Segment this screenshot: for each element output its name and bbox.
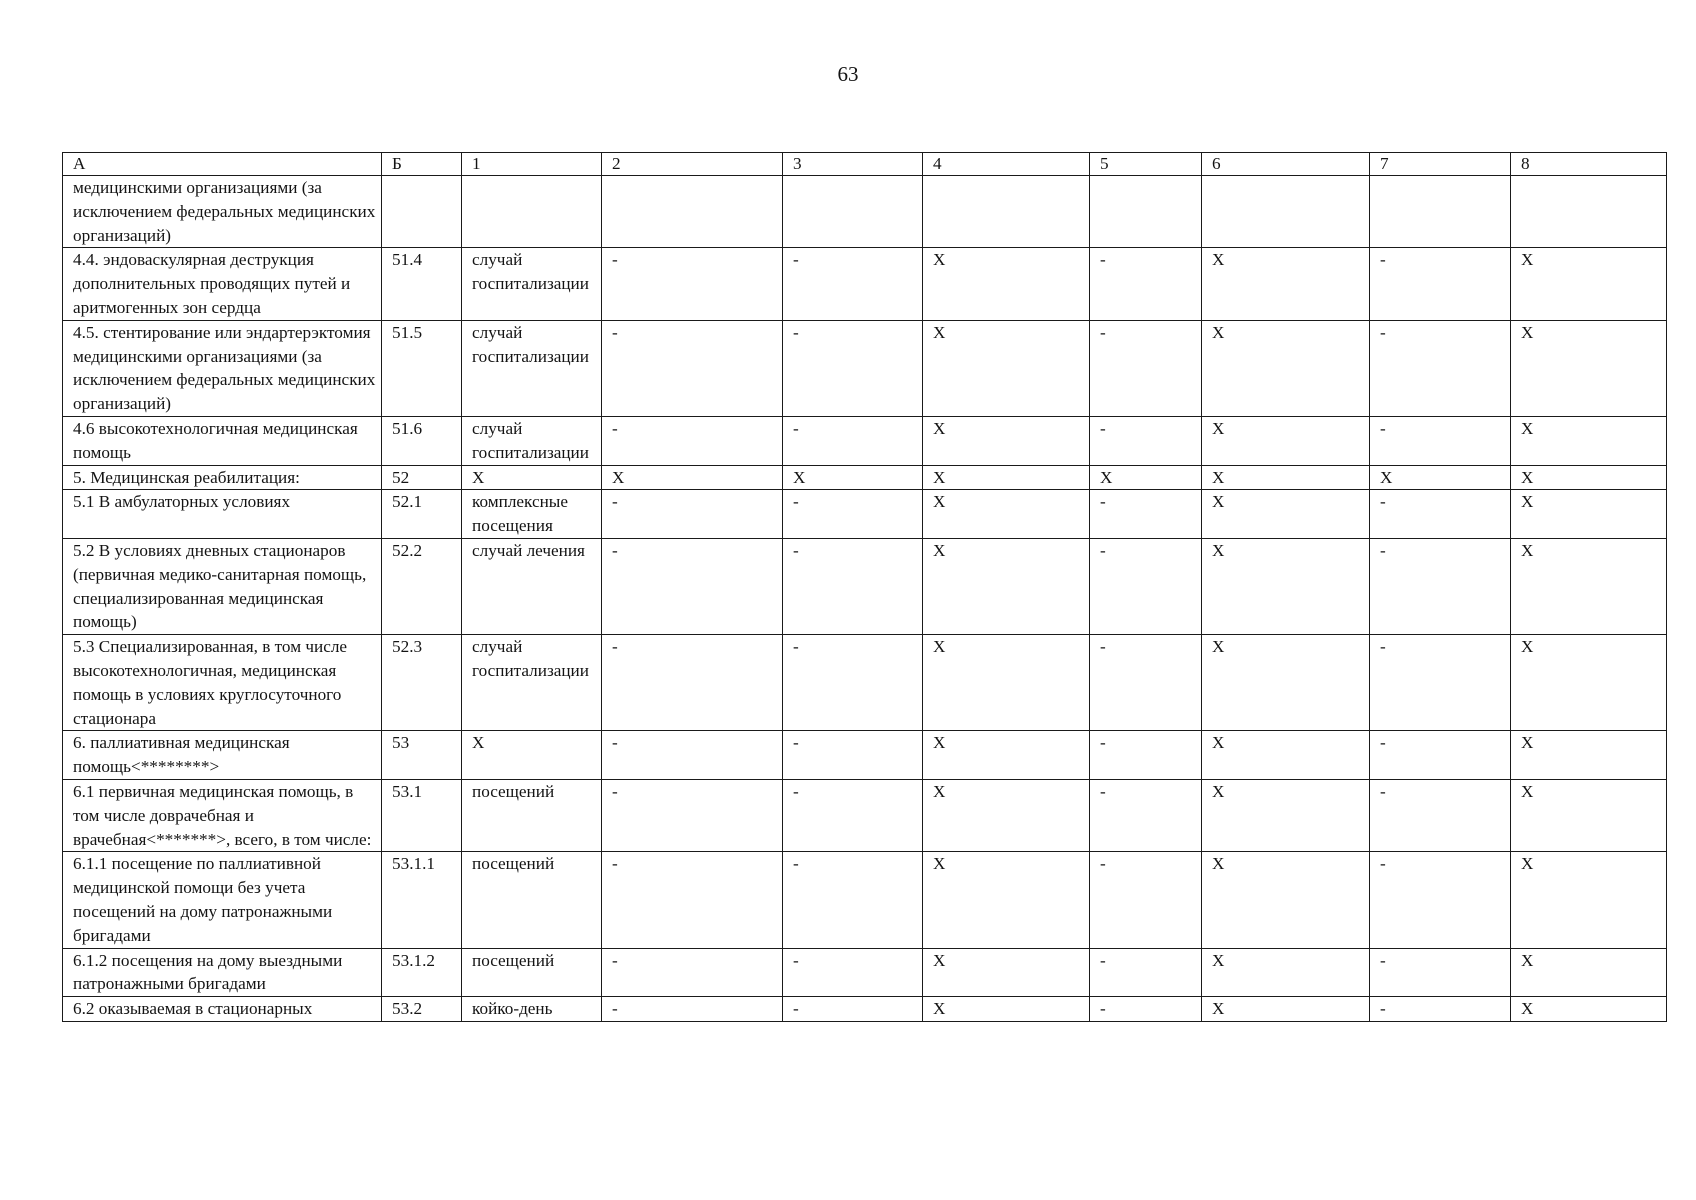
row-value-cell: -: [783, 635, 923, 731]
header-cell: 1: [462, 153, 602, 176]
row-value-cell: X: [923, 731, 1090, 780]
table-row: [63, 852, 1667, 948]
row-value-cell: X: [1090, 465, 1202, 490]
row-unit-cell: комплексные посещения: [462, 490, 602, 539]
row-unit-cell: посещений: [462, 852, 602, 948]
row-value-cell: X: [1202, 948, 1370, 997]
row-value-cell: X: [1202, 416, 1370, 465]
table-row: [63, 997, 1667, 1022]
table-row: [63, 465, 1667, 490]
row-value-cell: -: [1090, 320, 1202, 416]
row-value-cell: X: [923, 635, 1090, 731]
table-row: [63, 538, 1667, 634]
header-cell: 4: [923, 153, 1090, 176]
row-code-cell: 53: [382, 731, 462, 780]
row-name-cell: медицинскими организациями (за исключением федеральных медицинских организаций): [63, 176, 382, 248]
row-value-cell: -: [1090, 635, 1202, 731]
row-code-cell: 51.6: [382, 416, 462, 465]
row-value-cell: X: [1202, 465, 1370, 490]
row-name-cell: 4.6 высокотехнологичная медицинская помощь: [63, 416, 382, 465]
row-value-cell: X: [1202, 731, 1370, 780]
row-value-cell: X: [1511, 538, 1667, 634]
row-value-cell: X: [923, 779, 1090, 851]
header-cell: 8: [1511, 153, 1667, 176]
row-value-cell: -: [1090, 948, 1202, 997]
row-name-cell: 6.1.1 посещение по паллиативной медицинской помощи без учета посещений на дому патронажными бригадами: [63, 852, 382, 948]
row-code-cell: 51.5: [382, 320, 462, 416]
row-value-cell: X: [923, 490, 1090, 539]
row-code-cell: 52.1: [382, 490, 462, 539]
row-value-cell: -: [1370, 731, 1511, 780]
row-value-cell: X: [1511, 948, 1667, 997]
row-value-cell: -: [783, 320, 923, 416]
row-name-cell: 5.3 Специализированная, в том числе высокотехнологичная, медицинская помощь в условиях круглосуточного стационара: [63, 635, 382, 731]
row-value-cell: X: [1511, 248, 1667, 320]
row-value-cell: X: [923, 997, 1090, 1022]
row-name-cell: 4.4. эндоваскулярная деструкция дополнительных проводящих путей и аритмогенных зон сердца: [63, 248, 382, 320]
header-cell: 5: [1090, 153, 1202, 176]
header-cell: 6: [1202, 153, 1370, 176]
table-row: [63, 248, 1667, 320]
header-cell: 7: [1370, 153, 1511, 176]
row-value-cell: -: [783, 997, 923, 1022]
row-code-cell: 52.3: [382, 635, 462, 731]
row-value-cell: X: [923, 416, 1090, 465]
row-value-cell: -: [1090, 538, 1202, 634]
page-number: 63: [837, 62, 859, 86]
header-cell: Б: [382, 153, 462, 176]
row-code-cell: 53.2: [382, 997, 462, 1022]
row-unit-cell: [462, 176, 602, 248]
row-code-cell: 53.1: [382, 779, 462, 851]
row-value-cell: X: [1202, 538, 1370, 634]
row-value-cell: X: [1202, 248, 1370, 320]
row-value-cell: -: [602, 731, 783, 780]
table-row: [63, 779, 1667, 851]
row-value-cell: [1511, 176, 1667, 248]
row-value-cell: X: [923, 320, 1090, 416]
row-value-cell: -: [1090, 997, 1202, 1022]
row-value-cell: -: [1090, 731, 1202, 780]
row-value-cell: X: [1511, 465, 1667, 490]
row-value-cell: -: [1370, 248, 1511, 320]
row-value-cell: X: [783, 465, 923, 490]
row-value-cell: X: [1202, 852, 1370, 948]
row-name-cell: 5.1 В амбулаторных условиях: [63, 490, 382, 539]
row-value-cell: -: [1370, 852, 1511, 948]
row-value-cell: [602, 176, 783, 248]
row-value-cell: X: [1202, 490, 1370, 539]
row-name-cell: 4.5. стентирование или эндартерэктомия медицинскими организациями (за исключением федеральных медицинских организаций): [63, 320, 382, 416]
row-code-cell: [382, 176, 462, 248]
row-code-cell: 51.4: [382, 248, 462, 320]
table-row: [63, 731, 1667, 780]
row-value-cell: X: [923, 852, 1090, 948]
header-row: [63, 153, 1667, 176]
row-unit-cell: X: [462, 465, 602, 490]
row-name-cell: 6. паллиативная медицинская помощь<********>: [63, 731, 382, 780]
row-value-cell: -: [1370, 490, 1511, 539]
row-value-cell: X: [1370, 465, 1511, 490]
row-unit-cell: койко-день: [462, 997, 602, 1022]
row-unit-cell: случай лечения: [462, 538, 602, 634]
row-value-cell: X: [1511, 490, 1667, 539]
row-value-cell: -: [1370, 538, 1511, 634]
row-value-cell: -: [783, 538, 923, 634]
row-value-cell: X: [1202, 779, 1370, 851]
row-value-cell: [1202, 176, 1370, 248]
row-value-cell: -: [1370, 320, 1511, 416]
row-unit-cell: случай госпитализации: [462, 635, 602, 731]
row-value-cell: -: [783, 852, 923, 948]
table-row: [63, 635, 1667, 731]
row-value-cell: -: [602, 852, 783, 948]
row-value-cell: -: [1090, 779, 1202, 851]
row-value-cell: -: [602, 248, 783, 320]
row-value-cell: -: [602, 538, 783, 634]
row-value-cell: X: [1511, 635, 1667, 731]
row-name-cell: 6.2 оказываемая в стационарных: [63, 997, 382, 1022]
row-code-cell: 52.2: [382, 538, 462, 634]
row-value-cell: X: [923, 538, 1090, 634]
row-value-cell: -: [602, 779, 783, 851]
row-value-cell: -: [602, 416, 783, 465]
row-value-cell: -: [1090, 248, 1202, 320]
row-value-cell: X: [1202, 635, 1370, 731]
row-name-cell: 6.1.2 посещения на дому выездными патронажными бригадами: [63, 948, 382, 997]
row-value-cell: X: [1511, 731, 1667, 780]
row-value-cell: X: [923, 948, 1090, 997]
row-value-cell: -: [602, 490, 783, 539]
row-value-cell: [783, 176, 923, 248]
row-value-cell: [1090, 176, 1202, 248]
row-unit-cell: X: [462, 731, 602, 780]
row-value-cell: -: [783, 779, 923, 851]
header-cell: 2: [602, 153, 783, 176]
row-code-cell: 53.1.1: [382, 852, 462, 948]
row-value-cell: -: [602, 635, 783, 731]
row-unit-cell: посещений: [462, 779, 602, 851]
row-value-cell: -: [1090, 416, 1202, 465]
row-value-cell: [923, 176, 1090, 248]
row-value-cell: -: [1370, 635, 1511, 731]
row-name-cell: 6.1 первичная медицинская помощь, в том числе доврачебная и врачебная<*******>, всего, в том числе:: [63, 779, 382, 851]
row-value-cell: -: [1090, 852, 1202, 948]
data-table: [62, 152, 1667, 1022]
row-name-cell: 5. Медицинская реабилитация:: [63, 465, 382, 490]
table-row: [63, 416, 1667, 465]
row-name-cell: 5.2 В условиях дневных стационаров (первичная медико-санитарная помощь, специализированная медицинская помощь): [63, 538, 382, 634]
header-cell: 3: [783, 153, 923, 176]
row-value-cell: -: [783, 731, 923, 780]
row-value-cell: -: [1370, 948, 1511, 997]
row-value-cell: -: [1370, 997, 1511, 1022]
row-unit-cell: случай госпитализации: [462, 320, 602, 416]
row-unit-cell: посещений: [462, 948, 602, 997]
table-row: [63, 490, 1667, 539]
row-unit-cell: случай госпитализации: [462, 416, 602, 465]
row-value-cell: -: [602, 997, 783, 1022]
row-value-cell: -: [783, 416, 923, 465]
row-value-cell: X: [1202, 320, 1370, 416]
row-value-cell: X: [1202, 997, 1370, 1022]
row-value-cell: X: [1511, 320, 1667, 416]
table-row: [63, 948, 1667, 997]
row-code-cell: 53.1.2: [382, 948, 462, 997]
row-code-cell: 52: [382, 465, 462, 490]
row-value-cell: X: [1511, 997, 1667, 1022]
row-unit-cell: случай госпитализации: [462, 248, 602, 320]
row-value-cell: -: [1370, 416, 1511, 465]
row-value-cell: -: [602, 320, 783, 416]
row-value-cell: -: [783, 948, 923, 997]
row-value-cell: -: [783, 490, 923, 539]
row-value-cell: X: [1511, 852, 1667, 948]
row-value-cell: X: [1511, 416, 1667, 465]
row-value-cell: -: [602, 948, 783, 997]
row-value-cell: X: [923, 465, 1090, 490]
row-value-cell: X: [602, 465, 783, 490]
row-value-cell: -: [1370, 779, 1511, 851]
table-row: [63, 320, 1667, 416]
row-value-cell: -: [783, 248, 923, 320]
row-value-cell: X: [923, 248, 1090, 320]
row-value-cell: X: [1511, 779, 1667, 851]
row-value-cell: -: [1090, 490, 1202, 539]
header-cell: А: [63, 153, 382, 176]
row-value-cell: [1370, 176, 1511, 248]
table-row: [63, 176, 1667, 248]
